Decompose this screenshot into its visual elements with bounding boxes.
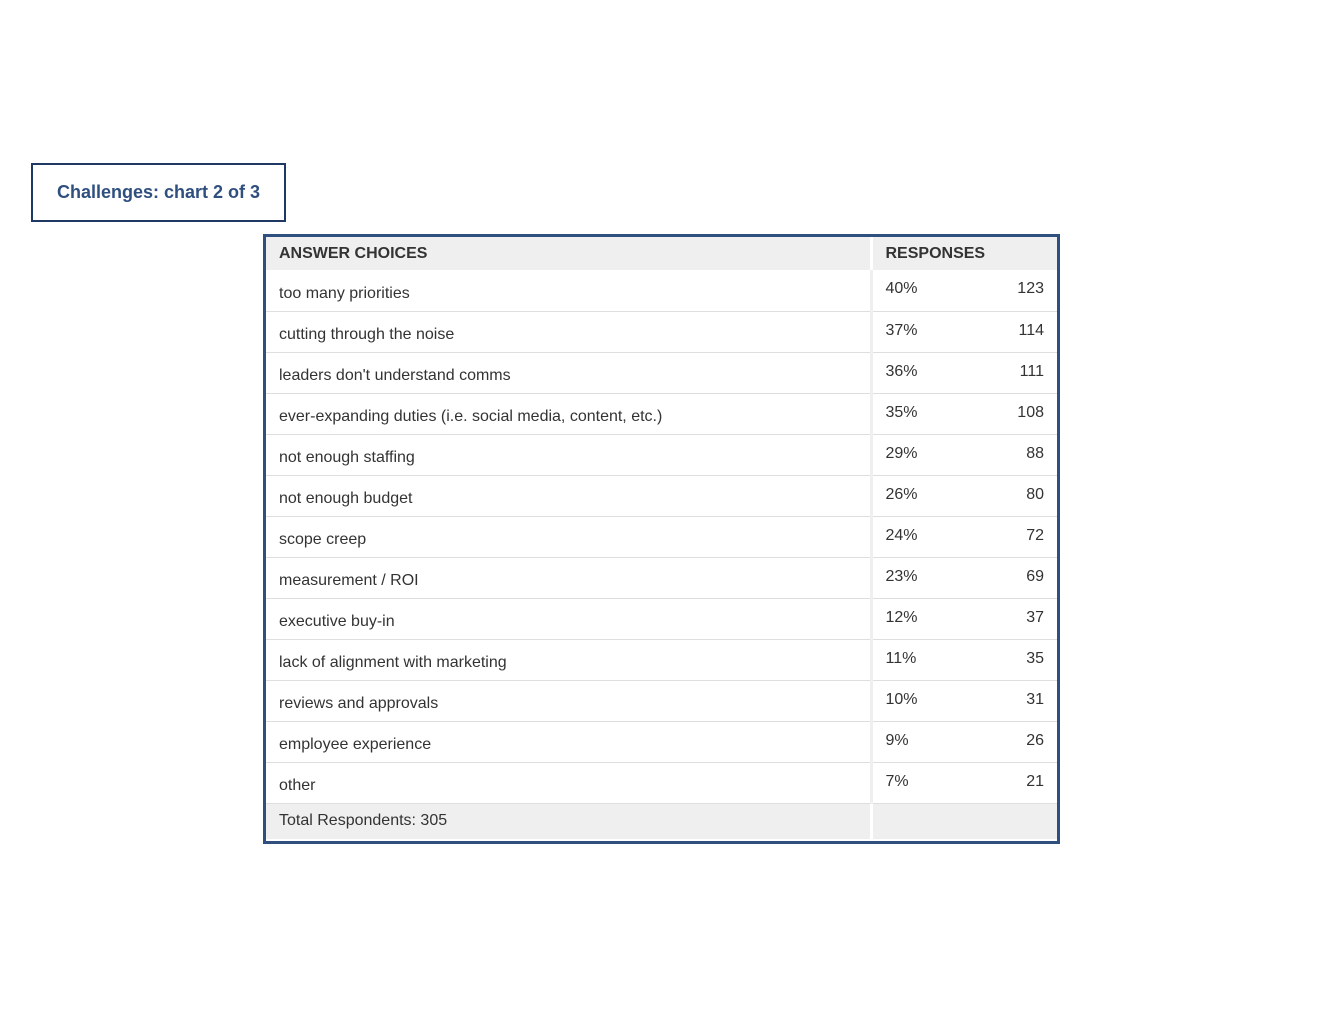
response-percent-cell: 40% [871, 270, 964, 311]
table-row [266, 434, 1057, 475]
response-percent-cell: 12% [871, 598, 964, 639]
table-row [266, 762, 1057, 803]
answer-choice-cell: not enough budget [266, 475, 871, 516]
response-count-cell: 88 [964, 434, 1057, 475]
table-row [266, 311, 1057, 352]
results-table-frame [263, 234, 1060, 844]
response-percent-cell: 10% [871, 680, 964, 721]
answer-choice-cell: leaders don't understand comms [266, 352, 871, 393]
answer-choice-cell: scope creep [266, 516, 871, 557]
answer-choice-cell: measurement / ROI [266, 557, 871, 598]
answer-choice-cell: ever-expanding duties (i.e. social media, content, etc.) [266, 393, 871, 434]
answer-choice-cell: executive buy-in [266, 598, 871, 639]
response-count-cell: 26 [964, 721, 1057, 762]
response-percent-cell: 36% [871, 352, 964, 393]
table-footer-row [266, 803, 1057, 839]
response-count-cell: 35 [964, 639, 1057, 680]
response-count-cell: 111 [964, 352, 1057, 393]
response-percent-cell: 26% [871, 475, 964, 516]
response-count-cell: 21 [964, 762, 1057, 803]
response-count-cell: 80 [964, 475, 1057, 516]
table-row [266, 393, 1057, 434]
footer-empty-cell [871, 803, 1057, 839]
response-count-cell: 31 [964, 680, 1057, 721]
header-responses: RESPONSES [871, 237, 1057, 270]
answer-choice-cell: other [266, 762, 871, 803]
table-row [266, 475, 1057, 516]
table-body [266, 270, 1057, 803]
table-row [266, 598, 1057, 639]
response-count-cell: 37 [964, 598, 1057, 639]
table-row [266, 270, 1057, 311]
response-count-cell: 114 [964, 311, 1057, 352]
response-percent-cell: 23% [871, 557, 964, 598]
response-count-cell: 72 [964, 516, 1057, 557]
response-percent-cell: 7% [871, 762, 964, 803]
answer-choice-cell: too many priorities [266, 270, 871, 311]
response-percent-cell: 35% [871, 393, 964, 434]
response-count-cell: 123 [964, 270, 1057, 311]
table-row [266, 639, 1057, 680]
chart-title: Challenges: chart 2 of 3 [31, 163, 286, 222]
answer-choice-cell: reviews and approvals [266, 680, 871, 721]
answer-choice-cell: cutting through the noise [266, 311, 871, 352]
table-row [266, 680, 1057, 721]
results-table [266, 237, 1057, 839]
response-percent-cell: 29% [871, 434, 964, 475]
answer-choice-cell: not enough staffing [266, 434, 871, 475]
header-answer-choices: ANSWER CHOICES [266, 237, 871, 270]
table-row [266, 557, 1057, 598]
response-percent-cell: 9% [871, 721, 964, 762]
response-count-cell: 108 [964, 393, 1057, 434]
response-percent-cell: 24% [871, 516, 964, 557]
table-header-row [266, 237, 1057, 270]
table-row [266, 516, 1057, 557]
response-count-cell: 69 [964, 557, 1057, 598]
answer-choice-cell: lack of alignment with marketing [266, 639, 871, 680]
answer-choice-cell: employee experience [266, 721, 871, 762]
total-respondents: Total Respondents: 305 [266, 803, 871, 839]
response-percent-cell: 11% [871, 639, 964, 680]
response-percent-cell: 37% [871, 311, 964, 352]
table-row [266, 721, 1057, 762]
table-row [266, 352, 1057, 393]
